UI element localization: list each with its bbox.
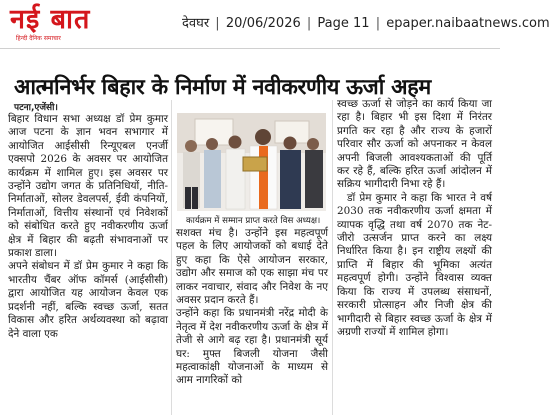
edition-city: देवघर (182, 16, 210, 31)
site-url[interactable]: epaper.naibaatnews.com (386, 16, 550, 31)
article-photo[interactable] (177, 113, 326, 211)
separator: | (215, 16, 220, 31)
paragraph: उन्होंने कहा कि प्रधानमंत्री नरेंद्र मोदी के नेतृत्व में देश नवीकरणीय ऊर्जा के क्षेत्र में तेजी से आगे बढ़ रहा है। प्रधानमंत्री सूर्य घर: मुफ्त बिजली योजना जैसी महत्वाकांक्षी योजनाओं के माध्यम से आम नागरिकों को (176, 307, 328, 387)
masthead-divider (0, 48, 500, 49)
newspaper-logo[interactable] (10, 4, 160, 42)
paragraph: स्वच्छ ऊर्जा से जोड़ने का कार्य किया जा रहा है। बिहार भी इस दिशा में निरंतर प्रगति कर रहा है और राज्य के हजारों परिवार सौर ऊर्जा को अपनाकर न केवल अपनी बिजली आवश्यकताओं की पूर्ति कर रहे हैं, बल्कि हरित ऊर्जा आंदोलन में सक्रिय भागीदारी निभा रहे हैं। (337, 98, 492, 191)
paragraph: अपने संबोधन में डॉ प्रेम कुमार ने कहा कि भारतीय चैंबर ऑफ कॉमर्स (आईसीसी) द्वारा आयोजित यह आयोजन केवल एक प्रदर्शनी नहीं, बल्कि स्वच्छ ऊर्जा, सतत विकास और हरित अर्थव्यवस्था को बढ़ावा देने वाला एक (8, 260, 168, 340)
article-headline: आत्मनिर्भर बिहार के निर्माण में नवीकरणीय ऊर्जा अहम (14, 75, 431, 101)
paragraph: डॉ प्रेम कुमार ने कहा कि भारत ने वर्ष 2030 तक नवीकरणीय ऊर्जा क्षमता में व्यापक वृद्धि तथा वर्ष 2070 तक नेट-जीरो उत्सर्जन प्राप्त करने का लक्ष्य निर्धारित किया है। इन राष्ट्रीय लक्ष्यों की प्राप्ति में बिहार की भूमिका अत्यंत महत्वपूर्ण होगी। उन्होंने विश्वास व्यक्त किया कि राज्य में उपलब्ध संसाधनों, सरकारी प्रोत्साहन और निजी क्षेत्र की भागीदारी से बिहार स्वच्छ ऊर्जा के क्षेत्र में अग्रणी राज्यों में शामिल होगा। (337, 191, 492, 338)
column-divider (171, 100, 172, 415)
logo-tagline: हिन्दी दैनिक समाचार (16, 35, 61, 42)
dateline: पटना,एजेंसी। (14, 103, 58, 113)
logo-text: नई बात (10, 4, 91, 35)
separator: | (306, 16, 312, 31)
article-column-1 (8, 113, 168, 341)
issue-info (182, 13, 550, 31)
paragraph: बिहार विधान सभा अध्यक्ष डॉ प्रेम कुमार आज पटना के ज्ञान भवन सभागार में आयोजित आईसीसी रिन्यूएबल एनर्जी एक्सपो 2026 के अवसर पर आयोजित कार्यक्रम में शामिल हुए। इस अवसर पर उन्होंने उद्योग जगत के प्रतिनिधियों, नीति-निर्माताओं, सोलर डेवलपर्स, ईवी कंपनियों, निर्माताओं, वित्तीय संस्थानों एवं निवेशकों को संबोधित करते हुए नवीकरणीय ऊर्जा क्षेत्र में बिहार की बढ़ती संभावनाओं पर प्रकाश डाला। (8, 113, 168, 260)
event-photo-illustration (177, 113, 326, 211)
paragraph: सशक्त मंच है। उन्होंने इस महत्वपूर्ण पहल के लिए आयोजकों को बधाई देते हुए कहा कि ऐसे आयोजन सरकार, उद्योग और समाज को एक साझा मंच पर लाकर नवाचार, संवाद और निवेश के नए अवसर प्रदान करते हैं। (176, 227, 328, 307)
column-divider (332, 100, 333, 415)
photo-caption: कार्यक्रम में सम्मान प्राप्त करते विस अध्यक्ष। (186, 216, 321, 226)
separator: | (375, 16, 381, 31)
article-column-2 (176, 227, 328, 388)
masthead (0, 0, 550, 52)
page-number: Page 11 (317, 16, 370, 31)
article-column-3 (337, 98, 492, 339)
issue-date: 20/06/2026 (225, 16, 301, 31)
